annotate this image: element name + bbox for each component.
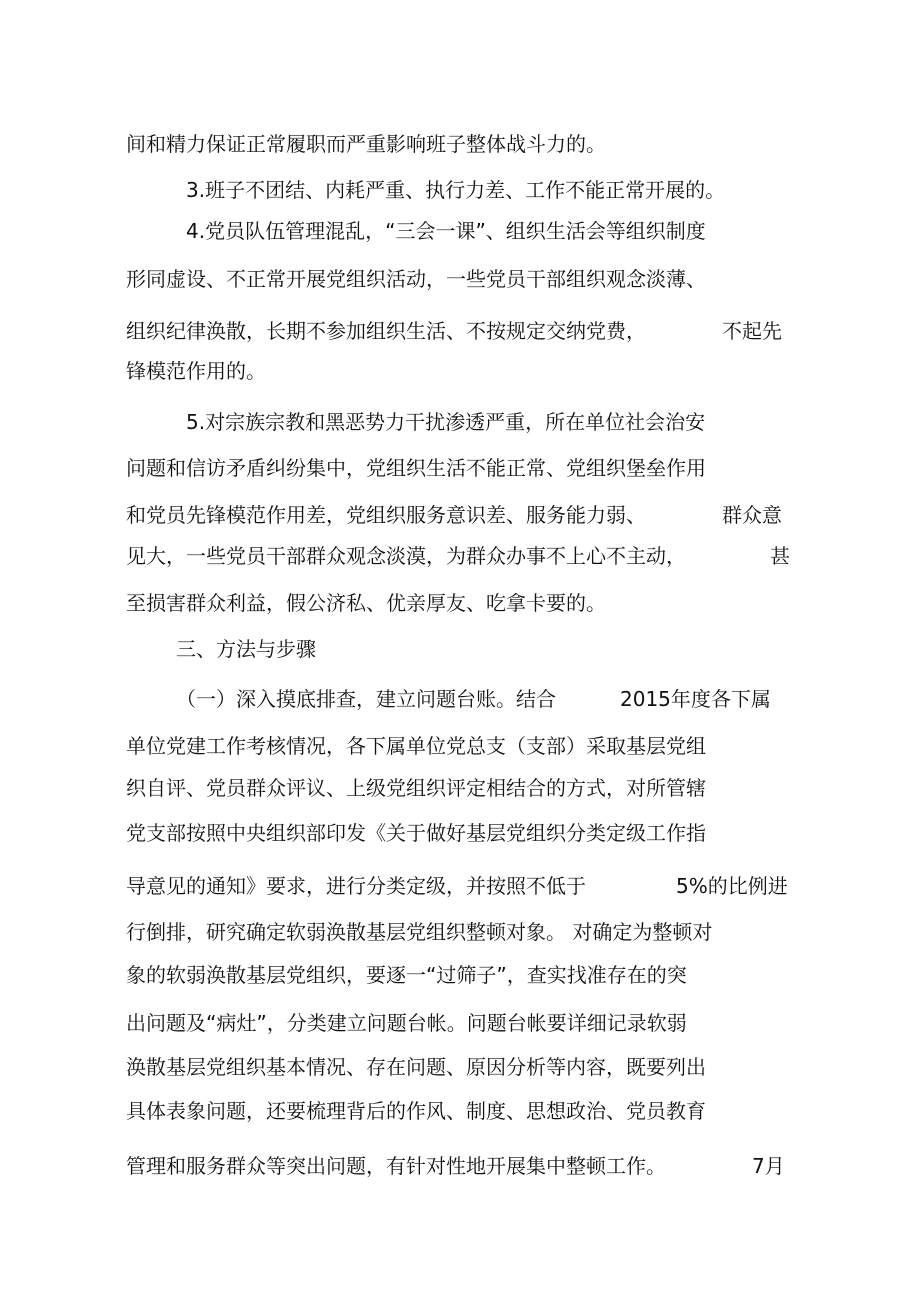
text-line: 至损害群众利益，假公济私、优亲厚友、吃拿卡要的。 [126, 591, 606, 615]
text-line: 2015年度各下属 [620, 687, 771, 711]
text-line: 组织纪律涣散，长期不参加组织生活、不按规定交纳党费， [126, 319, 646, 343]
text-line: 5%的比例进 [676, 874, 788, 898]
text-line: 问题和信访矛盾纠纷集中，党组织生活不能正常、党组织堡垒作用 [126, 456, 706, 480]
text-line: 见大，一些党员干部群众观念淡漠，为群众办事不上心不主动， [126, 544, 686, 568]
text-line: 单位党建工作考核情况，各下属单位党总支（支部）采取基层党组 [126, 734, 706, 758]
text-line: 管理和服务群众等突出问题，有针对性地开展集中整顿工作。 [126, 1154, 666, 1178]
text-line: 4.党员队伍管理混乱，“三会一课”、组织生活会等组织制度 [186, 219, 706, 243]
text-line: 具体表象问题，还要梳理背后的作风、制度、思想政治、党员教育 [126, 1099, 706, 1123]
text-line: 群众意 [722, 503, 782, 527]
text-line: 甚 [770, 544, 790, 568]
text-line: 行倒排，研究确定软弱涣散基层党组织整顿对象。 对确定为整顿对 [126, 920, 713, 944]
text-line: 锋模范作用的。 [126, 359, 266, 383]
text-line: 导意见的通知》要求，进行分类定级，并按照不低于 [126, 874, 586, 898]
text-line: 和党员先锋模范作用差，党组织服务意识差、服务能力弱、 [126, 503, 646, 527]
text-line: 党支部按照中央组织部印发《关于做好基层党组织分类定级工作指 [126, 821, 706, 845]
section-heading: 三、方法与步骤 [176, 637, 316, 661]
text-line: （一）深入摸底排查，建立问题台账。结合 [176, 687, 556, 711]
text-line: 3.班子不团结、内耗严重、执行力差、工作不能正常开展的。 [186, 178, 726, 202]
text-line: 不起先 [722, 319, 782, 343]
text-line: 涣散基层党组织基本情况、存在问题、原因分析等内容，既要列出 [126, 1055, 706, 1079]
text-line: 出问题及“病灶”，分类建立问题台帐。问题台帐要详细记录软弱 [126, 1011, 687, 1035]
text-line: 形同虚设、不正常开展党组织活动，一些党员干部组织观念淡薄、 [126, 267, 706, 291]
text-line: 7月 [752, 1154, 785, 1178]
text-line: 织自评、党员群众评议、上级党组织评定相结合的方式，对所管辖 [126, 776, 706, 800]
text-line: 象的软弱涣散基层党组织，要逐一“过筛子”，查实找准存在的突 [126, 963, 687, 987]
text-line: 5.对宗族宗教和黑恶势力干扰渗透严重，所在单位社会治安 [186, 410, 706, 434]
text-line: 间和精力保证正常履职而严重影响班子整体战斗力的。 [126, 132, 606, 156]
